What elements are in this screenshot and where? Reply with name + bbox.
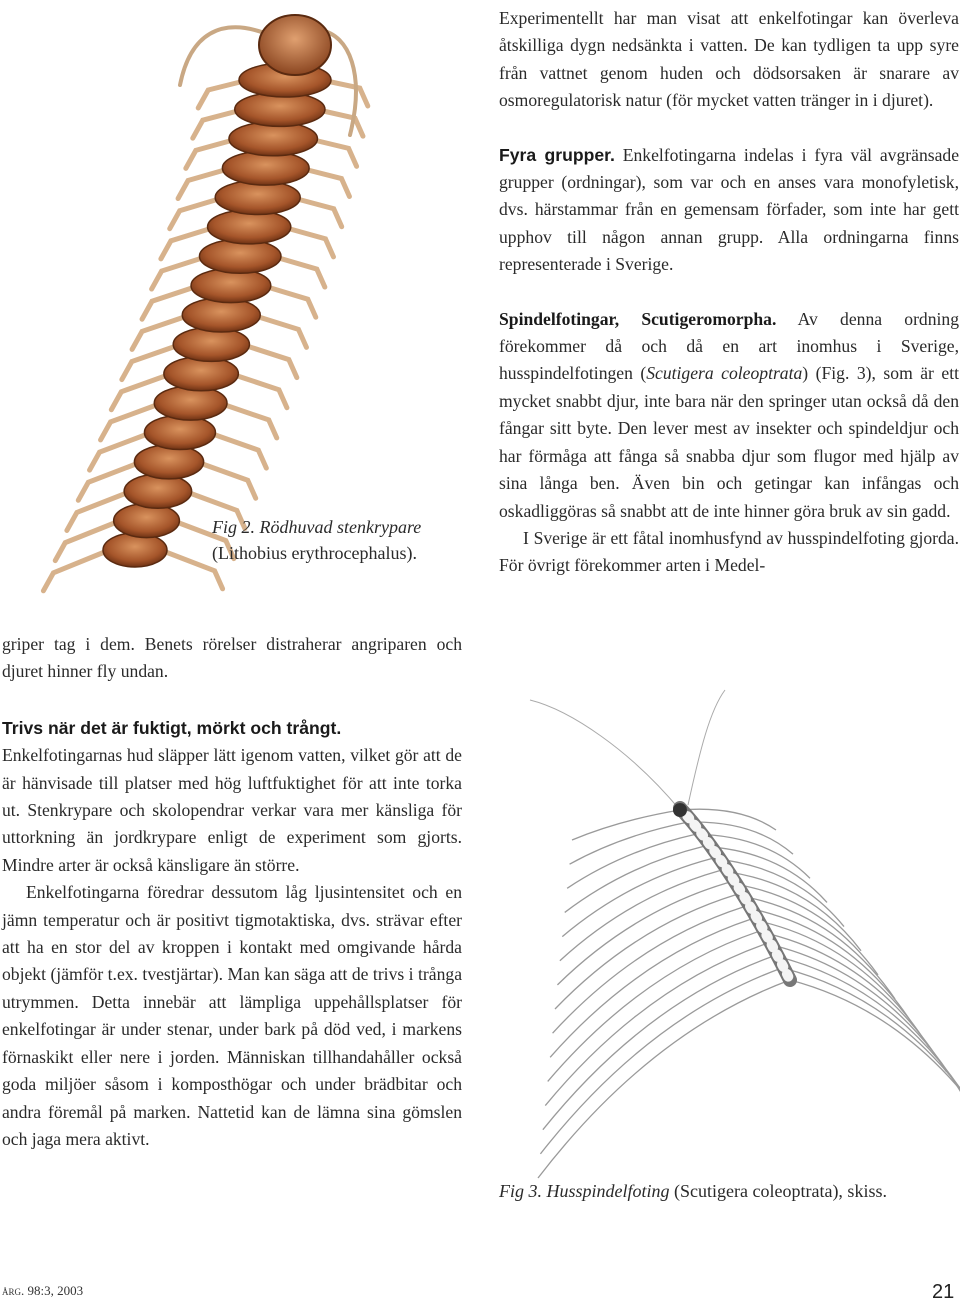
body-segment [154,386,227,420]
body-segment [114,504,180,538]
leg [252,315,306,347]
sketch-leg [557,883,727,985]
body-segment [208,210,291,244]
fig3-caption [499,1178,959,1204]
sketch-leg [560,871,719,961]
sketch-leg [759,931,946,1071]
text-scutigeromorpha-2: ) (Fig. 3), som är ett mycket snabbt djur, inte bara när den springer utan också då den fångar sitt byte. Den lever mest av insekter och spindeldjur och har förmåga att fånga så snabba djur som flugor med hjälp av sina långa ben. Även bin och getingar kan infångas och oskadliggöras så snabbt att de inte hinner göra bruk av sin gadd. [499,363,959,521]
body-segment [134,445,203,479]
text-four-groups: Enkelfotingarna indelas i fyra väl avgränsade grupper (ordningar), som var och en anses vara monofyletisk, dvs. härstammar från en gemensam förfader, som inte har gett upphov till någon annan grupp. Alla ordningarna finns representerade i Sverige. [499,144,960,275]
sketch-leg [545,944,766,1106]
body-segment [124,474,192,508]
fig2-name: Rödhuvad stenkrypare [259,517,422,537]
leg [231,374,287,408]
paragraph-habitat: Enkelfotingarna föredrar dessutom låg ljusintensitet och en jämn temperatur och är positivt tigmotaktiska, dvs. strävar efter att ha en stor del av kroppen i kontakt med omgivande hårda objekt (jämför t.ex. tvestjärtar). Man kan säga att de trivs i trånga utrymmen. Detta innebär att lämpliga uppehållsplatser för enkelfotingar är under stenar, under bark på död ved, i markens förnaskikt eller nere i jorden. Människan tillhandahåller också goda miljöer såsom i komposthögar och under brädbitar och andra föremål på marken. Nattetid kan de lämna sina gömslen och jaga mera aktivt. [2,882,462,1149]
heading-four-groups: Fyra grupper. [499,144,615,165]
fig2-caption [212,514,472,566]
leg [273,256,325,287]
footer-issue: 98:3, 2003 [27,1283,84,1298]
fig2-latin: (Lithobius erythrocephalus). [212,543,417,563]
sketch-leg [567,834,696,888]
page-number: 21 [932,1281,955,1303]
footer-journal [2,1283,83,1299]
right-column [499,5,959,580]
leg [263,286,316,318]
paragraph-continuation: griper tag i dem. Benets rörelser distraherar angriparen och djuret hinner fly undan. [2,634,462,682]
sketch-leg [572,810,680,840]
paragraph-scutigeromorpha [499,306,959,525]
house-centipede-sketch [510,690,950,1170]
paragraph-moisture: Enkelfotingarnas hud släpper lätt igenom vatten, vilket gör att de är hänvisade till platser med hög luftfuktighet för att inte torka ut. Stenkrypare och skolopendrar verkar vara mer känsliga för uttorkning än jordkrypare enligt de experiment som gjorts. Mindre arter är också känsligare än större. [2,745,462,875]
sketch-leg [774,956,960,1120]
leg [43,550,109,591]
species-name: Scutigera coleoptrata [646,363,803,384]
leg [197,462,256,498]
left-column [2,631,462,1153]
paragraph-indoor-finds: I Sverige är ett fåtal inomhusfynd av husspindelfoting gjorda. För övrigt förekommer arten i Medel- [499,527,959,576]
leg [242,344,297,377]
fig3-label: Fig 3. [499,1181,542,1201]
paragraph-water-survival: Experimentellt har man visat att enkelfotingar kan överleva åtskilliga dygn nedsänkta i vatten. De kan tydligen ta upp syre från vattnet genom huden och dödsorsaken är snarare av osmoregulatorisk natur (för mycket vatten tränger in i djuret). [499,8,959,111]
body-segment [199,239,280,273]
heading-scutigeromorpha: Spindelfotingar, Scutigeromorpha. [499,308,777,329]
sketch-leg [570,822,688,864]
heading-moist-dark: Trivs när det är fuktigt, mörkt och trångt. [2,717,342,738]
sketch-leg [550,919,751,1057]
sketch-leg [540,968,782,1154]
fig3-latin: (Scutigera coleoptrata), skiss. [674,1181,887,1201]
body-segment [144,416,215,450]
footer-year-label: årg. [2,1283,25,1298]
body-segment [182,298,260,332]
paragraph-four-groups [499,142,959,279]
body-segment [191,269,271,303]
body-segment [164,357,239,391]
fig3-name: Husspindelfoting [546,1181,670,1201]
body-segment [173,327,249,361]
fig2-label: Fig 2. [212,517,255,537]
leg [220,403,277,438]
text-scutigeromorpha-1: Av denna ordning förekommer då och då en art inomhus i Sverige, husspindelfotingen ( [499,308,959,384]
sketch-leg [782,968,960,1144]
leg [208,433,266,469]
body-segment [103,533,167,567]
